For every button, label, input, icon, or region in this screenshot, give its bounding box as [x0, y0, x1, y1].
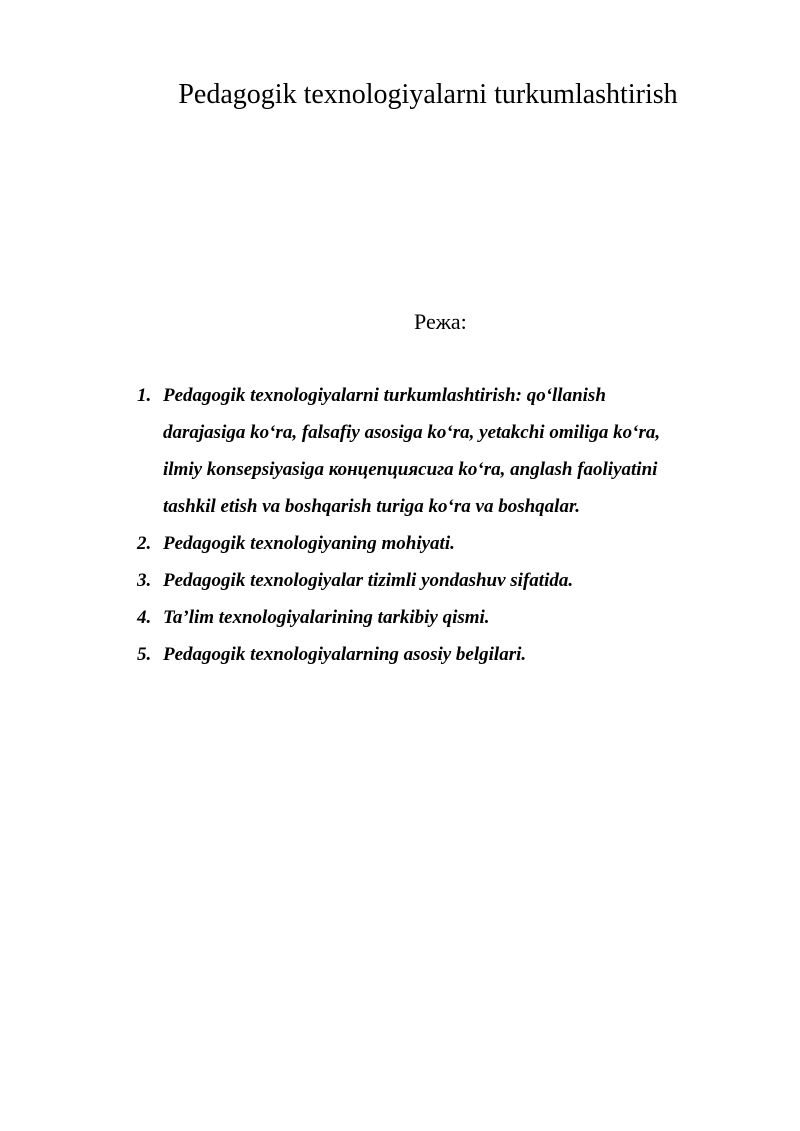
plan-item-text-line: Pedagogik texnologiyalarni turkumlashtirish: qo‘llanish: [163, 385, 606, 406]
plan-item-text-line: tashkil etish va boshqarish turiga ko‘ra va boshqalar.: [163, 496, 581, 517]
plan-item-text-line: Ta’lim texnologiyalarining tarkibiy qismi.: [163, 607, 490, 628]
plan-list: [137, 377, 747, 673]
document-title: Pedagogik texnologiyalarni turkumlashtirish: [178, 79, 678, 110]
plan-item-number: 3.: [137, 570, 152, 591]
plan-item-number: 2.: [137, 533, 152, 554]
plan-item-text-line: darajasiga ko‘ra, falsafiy asosiga ko‘ra, yetakchi omiliga ko‘ra,: [163, 422, 661, 443]
plan-item-4: [137, 599, 747, 636]
plan-item-number: 5.: [137, 644, 152, 665]
plan-item-text-line: Pedagogik texnologiyalarning asosiy belgilari.: [163, 644, 527, 665]
plan-item-text-line: ilmiy konsepsiyasiga концепциясига ko‘ra, anglash faoliyatini: [163, 459, 658, 480]
plan-item-2: [137, 525, 747, 562]
plan-item-1: [137, 377, 747, 525]
plan-item-text-line: Pedagogik texnologiyalar tizimli yondashuv sifatida.: [163, 570, 574, 591]
plan-item-text-line: Pedagogik texnologiyaning mohiyati.: [163, 533, 455, 554]
plan-item-number: 4.: [137, 607, 152, 628]
plan-heading: Режа:: [414, 309, 467, 334]
plan-item-3: [137, 562, 747, 599]
plan-item-number: 1.: [137, 385, 152, 406]
plan-item-5: [137, 636, 747, 673]
